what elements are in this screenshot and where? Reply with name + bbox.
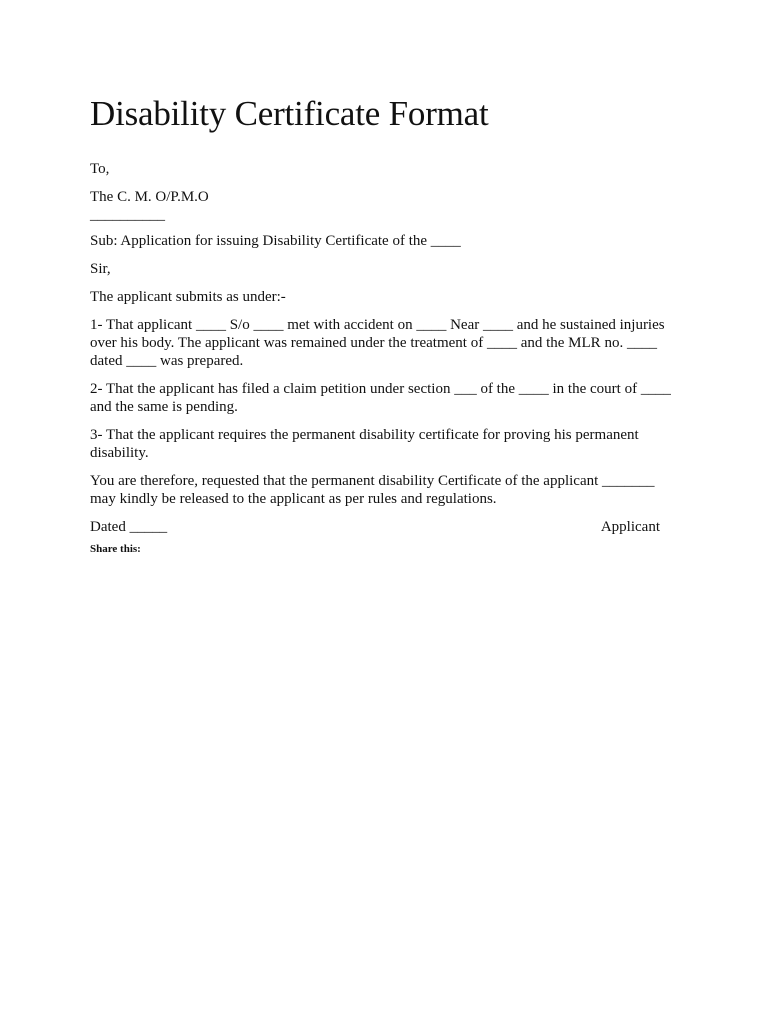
applicant-signature: Applicant [600, 519, 660, 535]
document-page [90, 94, 680, 556]
signature-row [90, 518, 660, 536]
request-paragraph: You are therefore, requested that the permanent disability Certificate of the applicant _______ may kindly be released to the applicant as per rules and regulations. [90, 473, 655, 507]
recipient-blank: __________ [90, 207, 165, 223]
dated-field: Dated _____ [90, 519, 168, 535]
intro-paragraph: The applicant submits as under:- [90, 289, 286, 305]
point-1-paragraph: 1- That applicant ____ S/o ____ met with accident on ____ Near ____ and he sustained injuries over his body. The applicant was remained under the treatment of ____ and the MLR no. ____ dated ____ was prepared. [90, 317, 665, 369]
point-3-paragraph: 3- That the applicant requires the permanent disability certificate for proving his permanent disability. [90, 427, 639, 461]
share-heading: Share this: [90, 543, 141, 555]
salutation: Sir, [90, 261, 111, 277]
recipient-to: To, [90, 161, 110, 177]
subject-line: Sub: Application for issuing Disability Certificate of the ____ [90, 233, 461, 249]
point-2-paragraph: 2- That the applicant has filed a claim petition under section ___ of the ____ in the court of ____ and the same is pending. [90, 381, 671, 415]
recipient-addressee: The C. M. O/P.M.O [90, 189, 209, 205]
document-title: Disability Certificate Format [90, 94, 489, 133]
